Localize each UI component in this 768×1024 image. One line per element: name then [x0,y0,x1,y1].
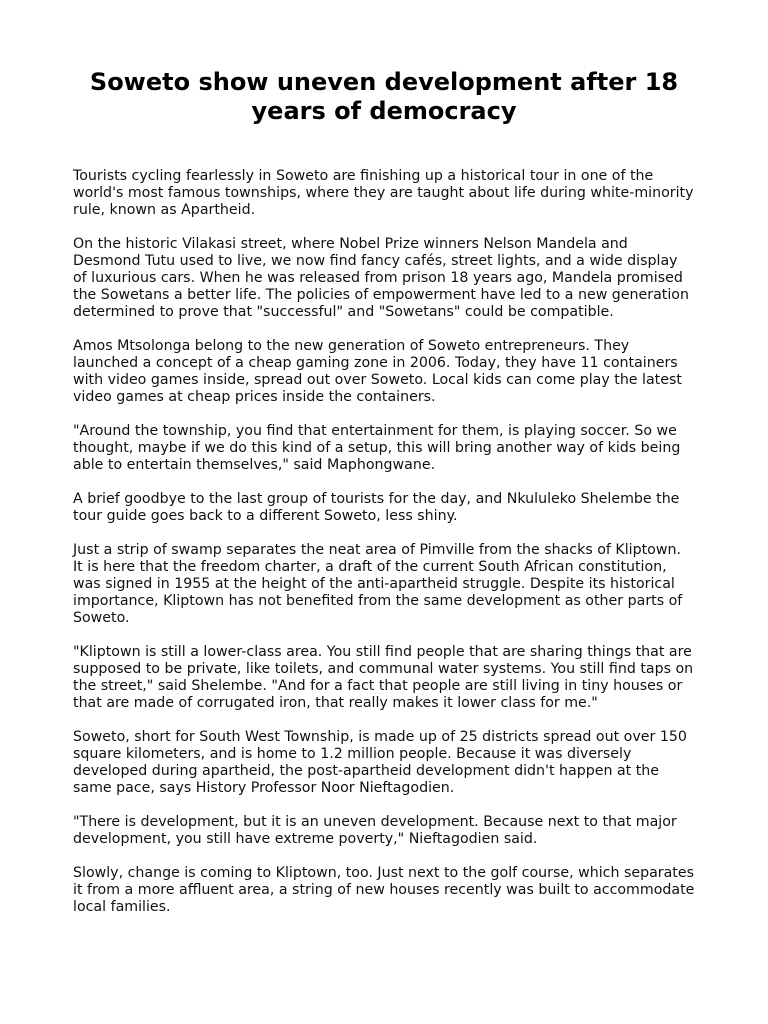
article-paragraph: Amos Mtsolonga belong to the new generation of Soweto entrepreneurs. They launched a concept of a cheap gaming zone in 2006. Today, they have 11 containers with video games inside, spread out over Soweto. Local kids can come play the latest video games at cheap prices inside the containers. [73,338,682,405]
article-paragraph: "There is development, but it is an uneven development. Because next to that major development, you still have extreme poverty," Nieftagodien said. [73,814,677,847]
article-title: Soweto show uneven development after 18 years of democracy [89,68,679,125]
article-paragraph: Soweto, short for South West Township, is made up of 25 districts spread out over 150 square kilometers, and is home to 1.2 million people. Because it was diversely developed during apartheid, the post-apartheid development didn't happen at the same pace, says History Professor Noor Nieftagodien. [73,729,687,796]
article-paragraph: A brief goodbye to the last group of tourists for the day, and Nkululeko Shelembe the tour guide goes back to a different Soweto, less shiny. [73,491,680,524]
article-paragraph: "Kliptown is still a lower-class area. You still find people that are sharing things that are supposed to be private, like toilets, and communal water systems. You still find taps on the street," said Shelembe. "And for a fact that people are still living in tiny houses or that are made of corrugated iron, that really makes it lower class for me." [73,644,694,711]
article-paragraph: Tourists cycling fearlessly in Soweto are finishing up a historical tour in one of the world's most famous townships, where they are taught about life during white-minority rule, known as Apartheid. [73,168,694,218]
article-paragraph: Slowly, change is coming to Kliptown, too. Just next to the golf course, which separates it from a more affluent area, a string of new houses recently was built to accommodate local families. [73,865,695,915]
article-body [73,168,695,916]
article-paragraph: Just a strip of swamp separates the neat area of Pimville from the shacks of Kliptown. It is here that the freedom charter, a draft of the current South African constitution, was signed in 1955 at the height of the anti-apartheid struggle. Despite its historical importance, Kliptown has not benefited from the same development as other parts of Soweto. [73,542,683,626]
article-paragraph: "Around the township, you find that entertainment for them, is playing soccer. So we thought, maybe if we do this kind of a setup, this will bring another way of kids being able to entertain themselves," said Maphongwane. [73,423,681,473]
document-page [73,68,695,933]
article-paragraph: On the historic Vilakasi street, where Nobel Prize winners Nelson Mandela and Desmond Tutu used to live, we now find fancy cafés, street lights, and a wide display of luxurious cars. When he was released from prison 18 years ago, Mandela promised the Sowetans a better life. The policies of empowerment have led to a new generation determined to prove that "successful" and "Sowetans" could be compatible. [73,236,689,320]
